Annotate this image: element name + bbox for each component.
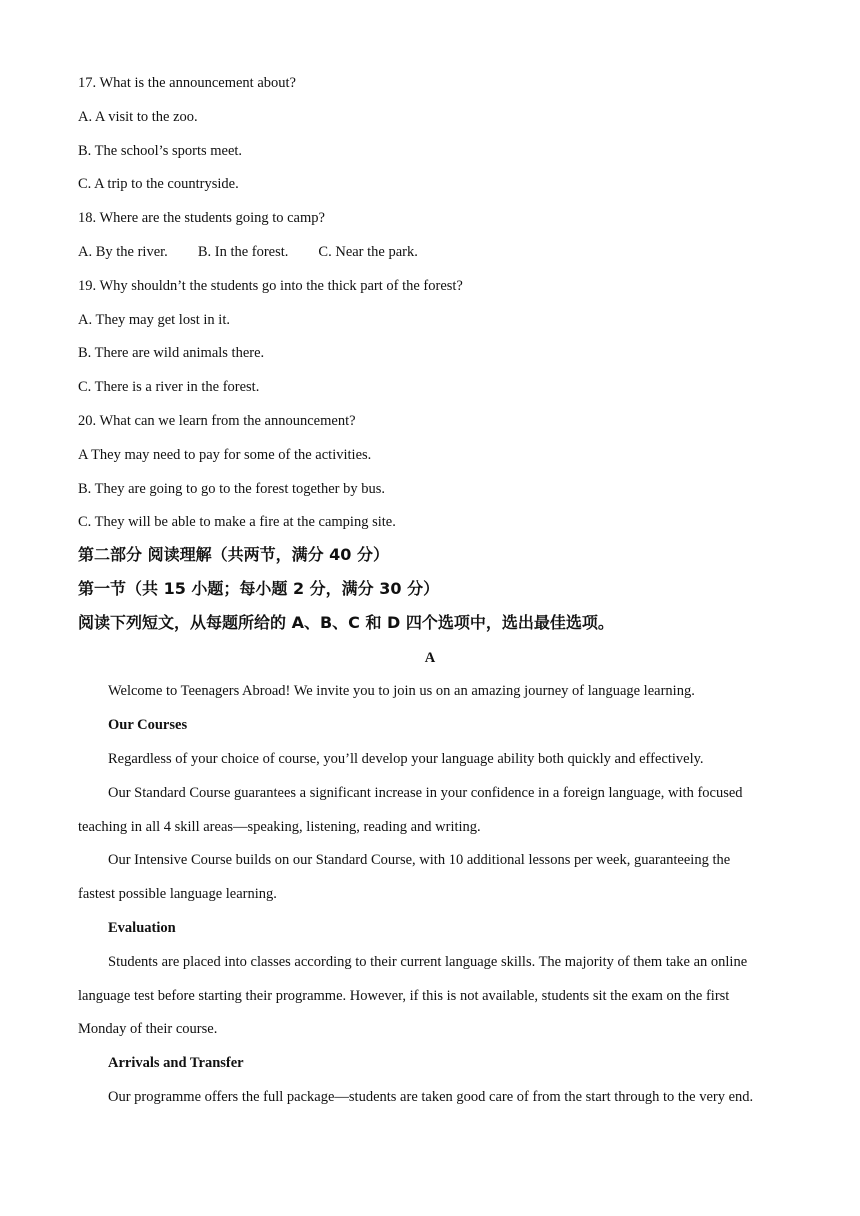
question-19-option-a: A. They may get lost in it.	[78, 312, 230, 328]
evaluation-paragraph-line-1: Students are placed into classes according to their current language skills. The majority of them take an online	[108, 954, 748, 970]
passage-intro: Welcome to Teenagers Abroad! We invite you to join us on an amazing journey of language learning.	[108, 683, 695, 699]
courses-paragraph-1: Regardless of your choice of course, you’ll develop your language ability both quickly and effectively.	[108, 751, 704, 767]
question-17-option-b: B. The school’s sports meet.	[78, 143, 243, 159]
evaluation-paragraph-line-3: Monday of their course.	[78, 1021, 218, 1037]
question-19-option-b: B. There are wild animals there.	[78, 345, 265, 361]
question-20-option-c: C. They will be able to make a fire at the camping site.	[78, 514, 396, 530]
section-instruction: 阅读下列短文，从每题所给的 A、B、C 和 D 四个选项中，选出最佳选项。	[78, 613, 614, 632]
question-18-options	[78, 242, 418, 262]
question-20-option-b: B. They are going to go to the forest together by bus.	[78, 481, 385, 497]
courses-paragraph-2-line-1: Our Standard Course guarantees a significant increase in your confidence in a foreign language, with focused	[108, 785, 743, 801]
question-17-option-c: C. A trip to the countryside.	[78, 176, 239, 192]
question-19-option-c: C. There is a river in the forest.	[78, 379, 260, 395]
question-19-stem: 19. Why shouldn’t the students go into the thick part of the forest?	[78, 278, 463, 294]
question-17-option-a: A. A visit to the zoo.	[78, 109, 198, 125]
heading-evaluation: Evaluation	[108, 920, 176, 936]
heading-our-courses: Our Courses	[108, 717, 188, 733]
question-18-option-a: A. By the river.	[78, 244, 168, 260]
question-20-stem: 20. What can we learn from the announcement?	[78, 413, 356, 429]
courses-paragraph-3-line-2: fastest possible language learning.	[78, 886, 277, 902]
evaluation-paragraph-line-2: language test before starting their programme. However, if this is not available, students sit the exam on the first	[78, 988, 730, 1004]
question-20-option-a: A They may need to pay for some of the activities.	[78, 447, 372, 463]
passage-letter: A	[424, 650, 436, 666]
heading-arrivals-transfer: Arrivals and Transfer	[108, 1055, 244, 1071]
courses-paragraph-2-line-2: teaching in all 4 skill areas—speaking, listening, reading and writing.	[78, 819, 481, 835]
section-part-title: 第二部分 阅读理解（共两节，满分 40 分）	[78, 545, 389, 564]
question-17-stem: 17. What is the announcement about?	[78, 75, 296, 91]
courses-paragraph-3-line-1: Our Intensive Course builds on our Standard Course, with 10 additional lessons per week, guaranteeing the	[108, 852, 731, 868]
question-18-option-b: B. In the forest.	[197, 244, 289, 260]
question-18-stem: 18. Where are the students going to camp?	[78, 210, 325, 226]
section-sub-title: 第一节（共 15 小题；每小题 2 分，满分 30 分）	[78, 579, 440, 598]
question-18-option-c: C. Near the park.	[318, 244, 418, 260]
arrivals-paragraph: Our programme offers the full package—students are taken good care of from the start through to the very end.	[108, 1089, 754, 1105]
